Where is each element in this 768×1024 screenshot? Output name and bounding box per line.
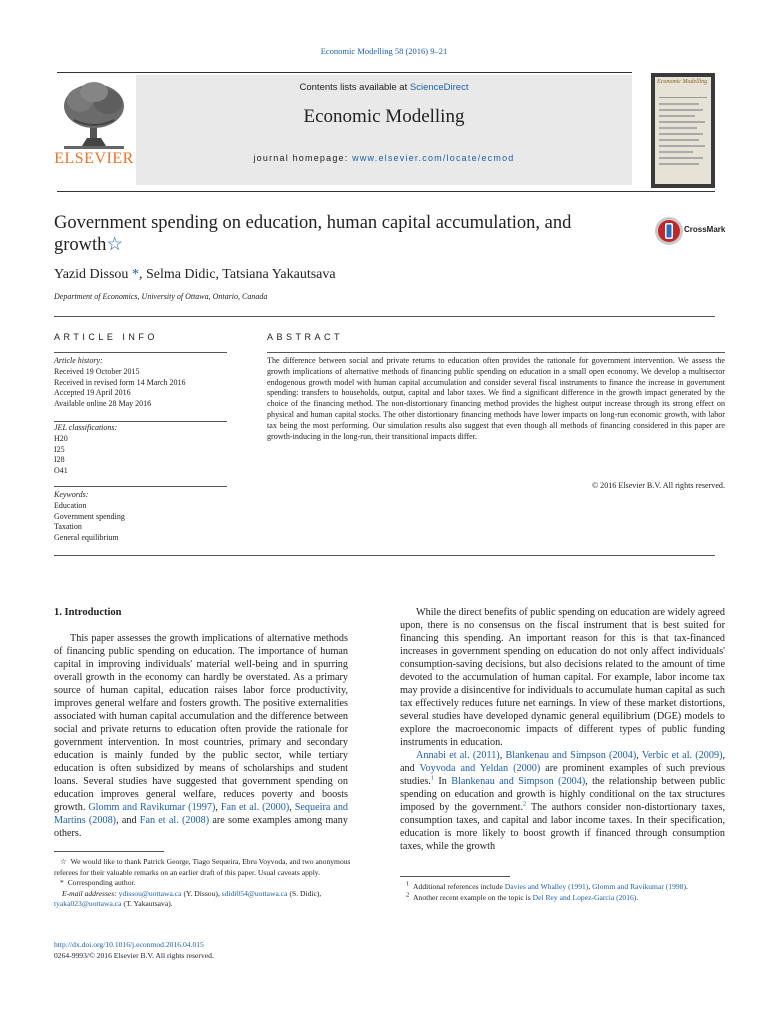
- separator: ,: [499, 750, 506, 761]
- header-top-rule: [57, 72, 632, 73]
- corresponding-author-mark[interactable]: *: [131, 267, 139, 282]
- title-footnotes: [54, 857, 354, 910]
- citation-link[interactable]: Verbic et al. (2009): [641, 750, 723, 761]
- abstract-text: The difference between social and private returns to education often provides the rationale for government intervention. We assess the growth implications of alternative methods of financing public spending on education in a small open economy. We develop a multisector endogenous growth model with human capital accumulation and consider several fiscal instruments to finance the increase in government spending: transfers to households, output, capital and labor taxes. We find a significant difference in the growth impact generated by the choice of the financing method. The non-distortionary financing method provides the highest output increase through its strong effect on physical and human capital stocks. The other distortionary financing methods have lower impacts on long-run economic growth, with labor tax being the most performing. Our simulation results also suggest that even though all methods of financing considered in this paper are growth-inducing in the long-run, their transitional impacts differ.: [267, 356, 725, 441]
- email-link[interactable]: ydissou@uottawa.ca: [118, 888, 182, 898]
- jel-code: O41: [54, 466, 68, 476]
- jel-code: H20: [54, 433, 68, 443]
- journal-name: Economic Modelling: [303, 106, 465, 127]
- abstract-heading: ABSTRACT: [267, 332, 344, 342]
- authors-first: Yazid Dissou: [54, 267, 132, 282]
- history-item: Available online 28 May 2016: [54, 399, 152, 409]
- citation-link[interactable]: Voyvoda and Yeldan (2000): [419, 763, 541, 774]
- history-item: Received in revised form 14 March 2016: [54, 377, 186, 387]
- paragraph-text: are some examples among many others.: [54, 815, 348, 839]
- separator: ,: [215, 802, 221, 813]
- footnote-rule: [54, 851, 164, 852]
- history-label: Article history:: [54, 356, 103, 365]
- abstract-copyright: © 2016 Elsevier B.V. All rights reserved.: [591, 481, 725, 490]
- text-footnotes: [400, 882, 725, 903]
- keyword: Government spending: [54, 511, 125, 521]
- jel-code: I28: [54, 455, 65, 465]
- paragraph-text: This paper assesses the growth implications of alternative methods of financing public spending on education. The importance of human capital in improving individuals' material well-being and in spurring overall growth in the economy can hardly be overstated. As a primary source of human capital, education raises labor force productivity, improves general welfare and fosters growth. The positive externalities associated with human capital accumulation and the difference between social and private returns to education often provide the rationale for government intervention. In most countries, primary and secondary education is mainly funded by the public sector, while tertiary education is often subsidized by means of scholarships and student loans. Several studies have suggested that government spending on education improves general welfare, reduces poverty and boosts growth.: [54, 633, 348, 813]
- section-rule: [54, 555, 715, 556]
- contents-prefix: Contents lists available at: [299, 82, 410, 93]
- section-rule: [54, 316, 715, 317]
- keyword: General equilibrium: [54, 533, 119, 543]
- footnote-ref[interactable]: 2: [523, 800, 527, 808]
- article-info-rule: [54, 486, 227, 487]
- acknowledgement-text: We would like to thank Patrick George, Tiago Sequeira, Ebru Voyvoda, and two anonymous referees for their valuable remarks on an earlier draft of this paper. Usual caveats apply.: [54, 857, 351, 877]
- article-history: [54, 356, 229, 410]
- jel-code: I25: [54, 444, 65, 454]
- email-owner: (T. Yakautsava).: [121, 899, 173, 908]
- article-info-rule: [54, 421, 227, 422]
- corresponding-text: Corresponding author.: [67, 878, 136, 887]
- jel-label: JEL classifications:: [54, 423, 118, 432]
- footnote-number: 2: [406, 890, 410, 898]
- keywords: [54, 490, 229, 544]
- crossmark-icon: [654, 216, 684, 246]
- corresponding-note: [54, 878, 354, 889]
- separator: ,: [588, 882, 593, 891]
- citation-link[interactable]: Blankenau and Simpson (2004): [505, 750, 637, 761]
- journal-reference[interactable]: Economic Modelling 58 (2016) 9–21: [320, 46, 448, 56]
- doi-block: [54, 940, 214, 961]
- citation-link[interactable]: Davies and Whalley (1991): [504, 882, 589, 891]
- paragraph-text: In: [434, 776, 452, 787]
- jel-classifications: [54, 423, 229, 477]
- crossmark-badge[interactable]: [654, 216, 734, 248]
- authors-rest: , Selma Didic, Tatsiana Yakautsava: [138, 267, 336, 282]
- crossmark-label: CrossMark: [684, 225, 726, 234]
- header-bottom-rule: [57, 191, 715, 192]
- introduction-heading: 1. Introduction: [54, 607, 122, 618]
- citation-link[interactable]: Glomm and Ravikumar (1998): [592, 882, 686, 891]
- journal-cover-thumbnail[interactable]: [651, 73, 715, 188]
- paragraph-text: are prominent examples of such previous studies.: [400, 763, 726, 787]
- keyword: Taxation: [54, 522, 82, 532]
- citation-link[interactable]: Fan et al. (2008): [139, 815, 210, 826]
- intro-right-column: [400, 606, 725, 853]
- email-owner: (Y. Dissou),: [181, 888, 222, 898]
- separator: .: [686, 882, 688, 891]
- separator: , and: [116, 815, 140, 826]
- separator: .: [636, 892, 639, 902]
- paragraph-text: The authors consider non-distortionary taxes, consumption taxes, and capital and labor income taxes. In their specification, education is more likely to boost growth if financed through consumption taxes, while the growth: [400, 802, 725, 852]
- footnote-rule: [400, 876, 510, 877]
- intro-paragraph: [54, 632, 348, 840]
- separator: ,: [636, 750, 642, 761]
- citation-link[interactable]: Annabi et al. (2011): [416, 750, 500, 761]
- history-item: Received 19 October 2015: [54, 366, 140, 376]
- citation-link[interactable]: Blankenau and Simpson (2004): [451, 776, 586, 787]
- separator: , and: [400, 750, 726, 774]
- affiliation: Department of Economics, University of Ottawa, Ontario, Canada: [54, 292, 268, 301]
- footnote-2: [400, 890, 725, 904]
- keywords-label: Keywords:: [54, 490, 89, 499]
- citation-link[interactable]: Del Rey and Lopez-Garcia (2016): [532, 892, 637, 902]
- abstract-rule: [267, 352, 725, 353]
- contents-line: [136, 82, 632, 93]
- separator: ,: [289, 802, 295, 813]
- history-item: Accepted 19 April 2016: [54, 388, 131, 398]
- footnote-text: Additional references include: [413, 882, 505, 891]
- acknowledgement-note: [54, 857, 354, 878]
- footnote-number: 1: [406, 880, 410, 888]
- star-symbol: ☆: [60, 857, 67, 866]
- paragraph-text: , the relationship between public spending on education and growth is highly conditional on the tax structures imposed by the government.: [400, 776, 725, 813]
- email-addresses: [54, 889, 354, 910]
- email-label: E-mail addresses:: [62, 888, 119, 898]
- footnote-ref[interactable]: 1: [430, 774, 435, 782]
- intro-paragraph: While the direct benefits of public spending on education are widely agreed upon, there is no consensus on the fiscal instrument that is best suited for financing this spending. An important reason for this is that tax-financed increases in government spending on education do not only affect individuals' consumption-saving decisions, but also decisions related to the amount of time devoted to the accumulation of human capital. For example, labor income tax may provide a disincentive for individuals to accumulate human capital as such tax effectively reduces future net earnings. In view of these market distortions, several studies have developed dynamic general equilibrium (DGE) models to explore the macroeconomic impacts of different types of public funding instruments in education.: [400, 607, 725, 748]
- cover-title: Economic Modelling: [657, 79, 708, 85]
- title-footnote-star[interactable]: ☆: [106, 235, 124, 255]
- article-title-text: Government spending on education, human capital accumulation, and growth: [54, 213, 572, 255]
- issn-line: 0264-9993/© 2016 Elsevier B.V. All rights reserved.: [54, 950, 214, 960]
- email-owner: (S. Didic),: [287, 888, 322, 898]
- author-list: [54, 267, 336, 283]
- intro-paragraph: [400, 749, 725, 853]
- citation-link[interactable]: Sequeira and Martins (2008): [54, 802, 349, 826]
- sciencedirect-link[interactable]: ScienceDirect: [409, 82, 469, 93]
- intro-left-column: [54, 632, 348, 840]
- journal-homepage: [136, 153, 632, 163]
- email-link[interactable]: sdidi054@uottawa.ca: [221, 888, 288, 898]
- homepage-prefix: journal homepage:: [253, 153, 353, 163]
- email-link[interactable]: tyaka023@uottawa.ca: [54, 899, 122, 908]
- citation-link[interactable]: Fan et al. (2000): [220, 802, 290, 813]
- article-info-heading: ARTICLE INFO: [54, 332, 158, 342]
- article-title: [54, 212, 614, 256]
- citation-link[interactable]: Glomm and Ravikumar (1997): [88, 802, 216, 813]
- elsevier-wordmark: ELSEVIER: [54, 150, 134, 167]
- asterisk-symbol: *: [60, 878, 64, 887]
- keyword: Education: [54, 500, 87, 510]
- article-info-rule: [54, 352, 227, 353]
- doi-link[interactable]: http://dx.doi.org/10.1016/j.econmod.2016.04.015: [54, 940, 204, 949]
- homepage-link[interactable]: www.elsevier.com/locate/ecmod: [352, 153, 515, 163]
- footnote-1: [400, 882, 725, 893]
- footnote-text: Another recent example on the topic is: [413, 892, 533, 902]
